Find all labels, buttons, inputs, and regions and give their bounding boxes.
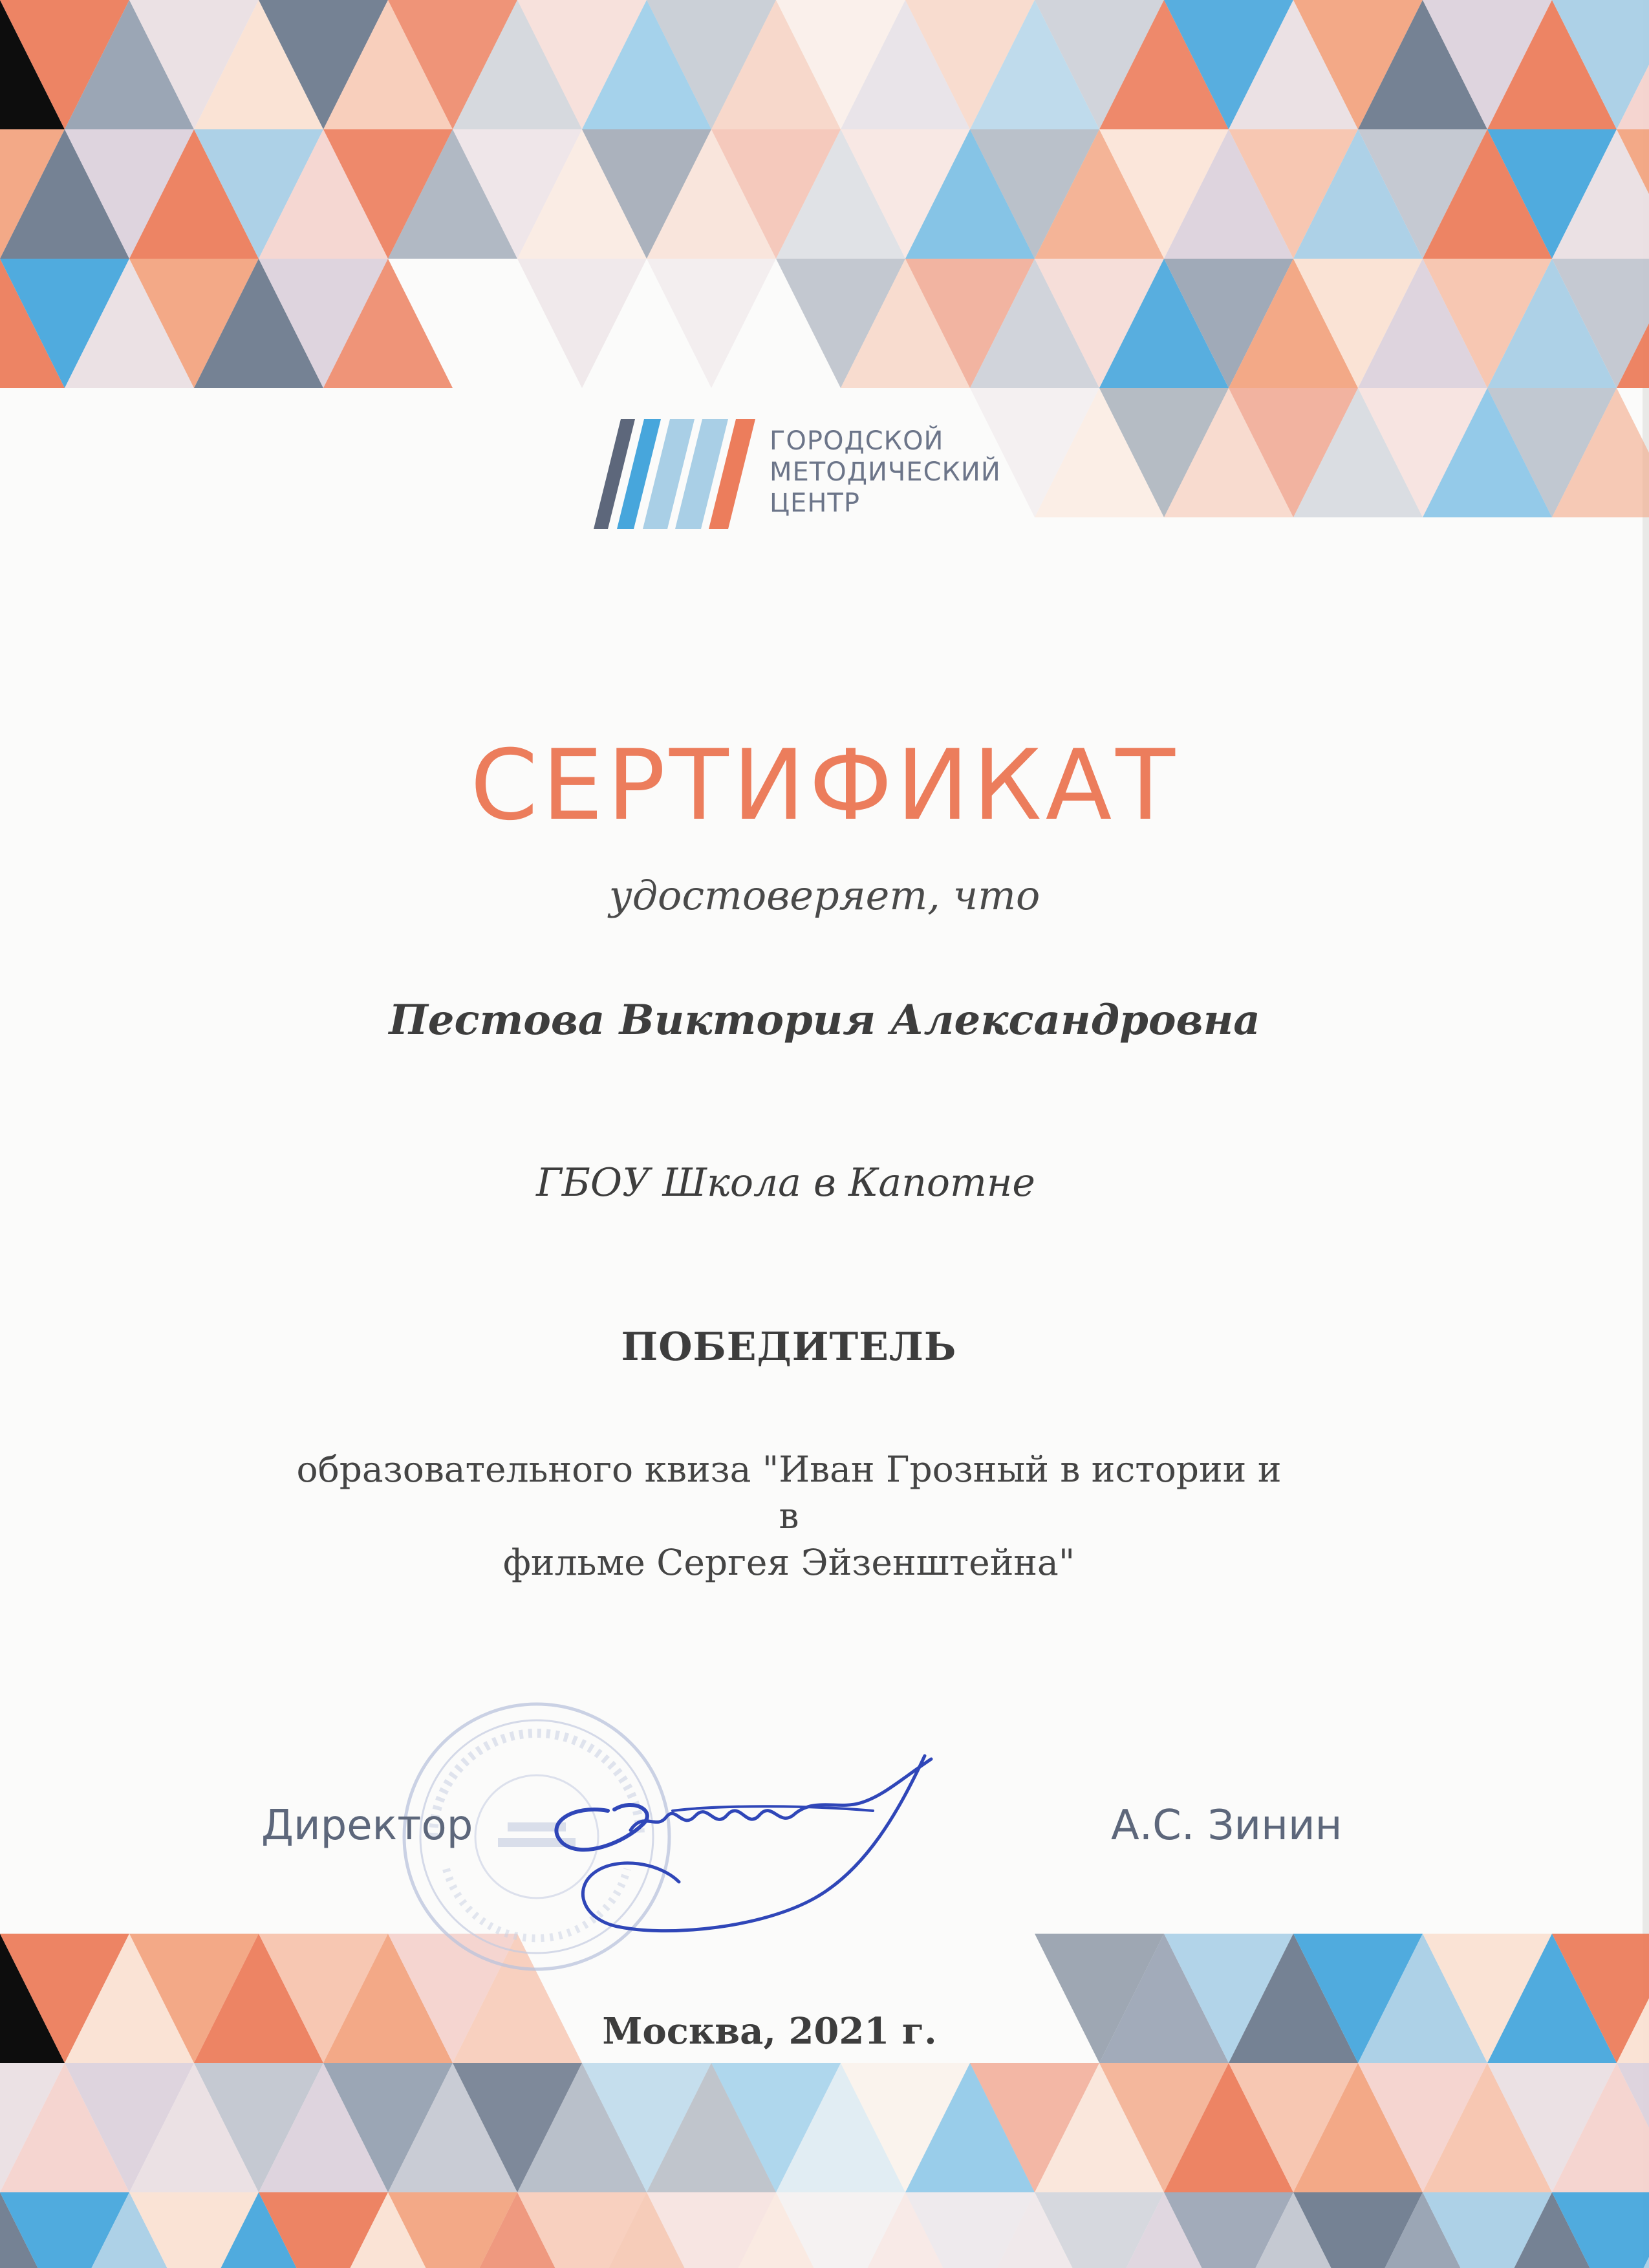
award-title: ПОБЕДИТЕЛЬ [621,1324,957,1370]
recipient-name: Пестова Виктория Александровна [389,996,1260,1044]
logo-line-3: ЦЕНТР [770,488,860,518]
event-description [285,1446,1293,1586]
logo-line-2: МЕТОДИЧЕСКИЙ [770,457,1001,487]
certifies-text: удостоверяет, что [609,872,1040,919]
certificate-title: СЕРТИФИКАТ [470,729,1179,842]
pattern-triangle [517,259,647,388]
director-label: Директор [261,1802,473,1850]
director-name: А.С. Зинин [1111,1802,1342,1850]
school-name: ГБОУ Школа в Капотне [536,1160,1035,1205]
organization-logo [594,419,1001,529]
handwritten-signature [511,1733,1002,1953]
logo-line-1: ГОРОДСКОЙ [770,426,944,456]
logo-text [770,426,1001,519]
pattern-triangle [647,259,776,388]
stripes-logo-icon [594,419,755,529]
bottom-triangle-pattern [0,1927,1649,2268]
event-line-1: образовательного квиза "Иван Грозный в истории и в [296,1449,1282,1537]
event-line-2: фильме Сергея Эйзенштейна" [502,1542,1075,1583]
place-and-date: Москва, 2021 г. [602,2010,937,2053]
